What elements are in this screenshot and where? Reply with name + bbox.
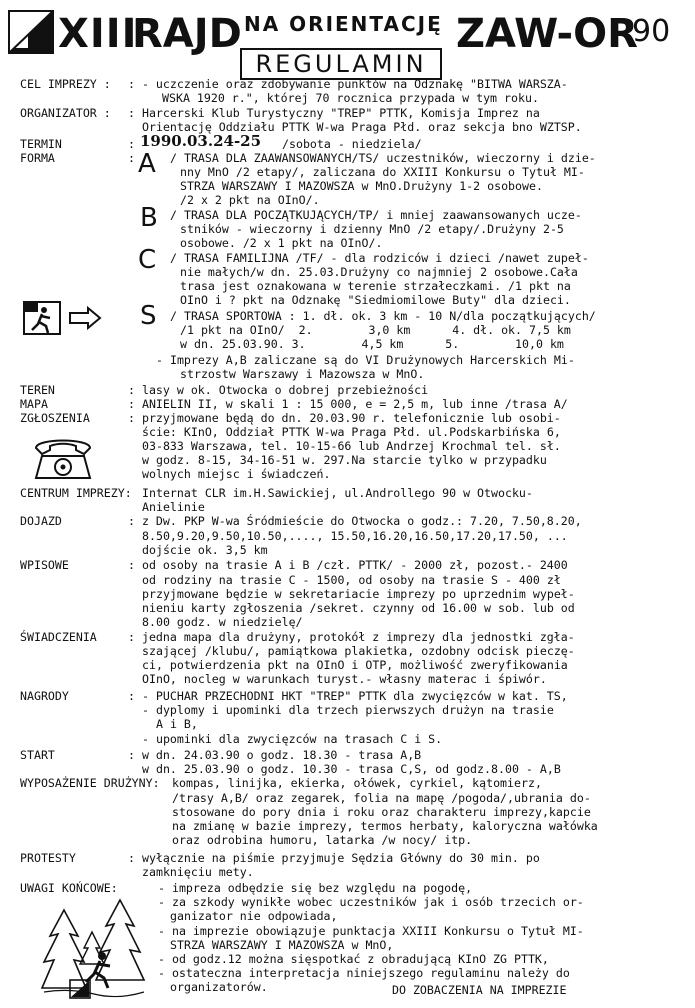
forest-runner-icon [40,892,148,1004]
swiad-line-4: OInO, nocleg w warunkach turyst.- własny materac i śpiwór. [142,672,547,686]
route-c-line-2: nie małych/w dn. 25.03.Drużyny co najmniej 2 osobowe.Cała [180,265,578,279]
zgl-line-1: : przyjmowane będą do dn. 20.03.90 r. telefonicznie lub osobi- [128,411,561,425]
label-protesty: PROTESTY [20,851,76,865]
label-dojazd: DOJAZD [20,514,62,528]
route-letter-c: C [138,245,157,275]
route-b-line-1: / TRASA DLA POCZĄTKUJĄCYCH/TP/ i mniej zaawansowanych ucze- [170,208,582,222]
route-a-line-4: /2 x 2 pkt na OInO/. [180,193,320,207]
label-start: START [20,748,55,762]
label-wpisowe: WPISOWE [20,558,69,572]
nagrody-line-2: - dyplomy i upominki dla trzech pierwszych drużyn na trasie [142,703,554,717]
uwagi-line-3: ganizator nie odpowiada, [170,909,338,923]
label-wyposazenie: WYPOSAŻENIE DRUŻYNY: [20,776,160,790]
termin-date: 1990.03.24-25 [140,132,262,150]
route-b-line-2: stników - wieczorny i dzienny MnO /2 etapy/.Drużyny 2-5 [180,222,564,236]
uwagi-line-5: STRZA WARSZAWY I MAZOWSZA w MnO, [170,938,394,952]
zgl-line-2: ście: KInO, Oddział PTTK W-wa Praga Płd. ul.Podskarbińska 6, [142,425,561,439]
nagrody-line-4: - upominki dla zwycięzców na trasach C i S. [142,732,443,746]
route-letter-b: B [140,203,158,233]
title-na-orientacje: NA ORIENTACJĘ [244,12,443,36]
swiad-line-2: szającej /klubu/, pamiątkowa plakietka, ozdobny odcisk pieczę- [142,644,575,658]
route-a-line-1: / TRASA DLA ZAAWANSOWANYCH/TS/ uczestników, wieczorny i dzie- [170,151,596,165]
label-uwagi: UWAGI KOŃCOWE: [20,881,118,895]
centrum-line-1: Internat CLR im.H.Sawickiej, ul.Androllego 90 w Otwocku- [142,486,533,500]
wpisowe-line-5: 8.00 godz. w niedzielę/ [142,615,303,629]
label-organizator: ORGANIZATOR : [20,106,111,120]
cel-line-2: WSKA 1920 r.", której 70 rocznica przypada w tym roku. [162,91,539,105]
label-teren: TEREN [20,383,55,397]
forma-note-1: - Imprezy A,B zaliczane są do VI Drużynowych Harcerskich Mi- [156,353,575,367]
route-a-line-3: STRZA WARSZAWY I MAZOWSZA w MnO.Drużyny 1-2 osobowe. [180,179,543,193]
wypos-line-1: kompas, linijka, ekierka, ołówek, cyrkiel, kątomierz, [172,776,542,790]
label-nagrody: NAGRODY [20,689,69,703]
route-c-line-3: trasa jest oznakowana w terenie strzałeczkami. /1 pkt na [180,279,571,293]
wypos-line-4: na zmianę w bazie imprezy, termos herbaty, kaloryczna wałówka [172,819,598,833]
label-mapa: MAPA [20,397,48,411]
dojazd-line-1: : z Dw. PKP W-wa Śródmieście do Otwocka o godz.: 7.20, 7.50,8.20, [128,514,582,528]
zgl-line-4: w godz. 8-15, 34-16-51 w. 297.Na starcie tylko w przypadku [142,453,547,467]
route-letter-a: A [138,149,156,179]
dojazd-line-2: 8.50,9.20,9.50,10.50,...., 15.50,16.20,16.50,17.20,17.50, ... [142,529,568,543]
route-c-line-1: / TRASA FAMILIJNA /TF/ - dla rodziców i dzieci /nawet zupeł- [170,251,589,265]
start-line-2: w dn. 25.03.90 o godz. 10.30 - trasa C,S, od godz.8.00 - A,B [142,762,561,776]
label-zgloszenia: ZGŁOSZENIA [20,411,90,425]
swiad-line-1: : jedna mapa dla drużyny, protokół z imprezy dla jednostki zgła- [128,630,575,644]
wypos-line-5: oraz odrobina humoru, latarka /w nocy/ itp. [172,833,473,847]
org-line-2: Orientację Oddziału PTTK W-wa Praga Płd. oraz sekcja bno WZTSP. [142,120,582,134]
title-zawor: ZAW-OR [456,11,638,57]
arrow-right-icon [68,306,102,330]
centrum-line-2: Anielinie [142,500,205,514]
title-rajd: RAJD [132,11,242,57]
wpisowe-line-4: nieniu karty zgłoszenia /sekret. czynny od 16.00 w sob. lub od [142,601,575,615]
telephone-icon [28,434,98,484]
mapa-line: : ANIELIN II, w skali 1 : 15 000, e = 2,5 m, lub inne /trasa A/ [128,397,568,411]
title-xiii: XIII [58,11,138,57]
zgl-line-5: wolnych miejsc i świadczeń. [142,467,331,481]
nagrody-line-3: A i B, [156,717,198,731]
route-s-line-3: w dn. 25.03.90. 3. 4,5 km 5. 10,0 km [180,337,564,351]
forma-note-2: strzostw Warszawy i Mazowsza w MnO. [180,367,425,381]
logo-icon [8,10,54,54]
wpisowe-line-3: przyjmowane będzie w sekretariacie imprezy po uprzednim wypeł- [142,587,575,601]
route-a-line-2: nny MnO /2 etapy/, zaliczana do XXIII Konkursu o Tytuł MI- [180,165,585,179]
route-b-line-3: osobowe. /2 x 1 pkt na OInO/. [180,236,383,250]
wypos-line-3: stosowane do pory dnia i roku oraz charakteru imprezy,kapcie [172,805,591,819]
cel-line-1: : - uczczenie oraz zdobywanie punktów na Odznakę "BITWA WARSZA- [128,77,568,91]
route-s-line-1: / TRASA SPORTOWA : 1. dł. ok. 3 km - 10 N/dla początkujących/ [170,309,596,323]
uwagi-line-2: - za szkody wynikłe wobec uczestników jak i osób trzecich or- [158,895,584,909]
forma-colon: : [128,151,135,165]
footer-farewell: DO ZOBACZENIA NA IMPREZIE [392,983,567,997]
uwagi-line-4: - na imprezie obowiązuje punktacja XXIII Konkursu o Tytuł MI- [158,924,584,938]
dojazd-line-3: dojście ok. 3,5 km [142,543,268,557]
route-letter-s: S [140,301,157,331]
nagrody-line-1: : - PUCHAR PRZECHODNI HKT "TREP" PTTK dla zwycięzców w kat. TS, [128,689,568,703]
route-c-line-4: OInO i ? pkt na Odznakę "Siedmiomilowe Buty" dla dzieci. [180,293,571,307]
title-regulamin: REGULAMIN [240,48,442,80]
title-year: 90 [632,14,671,49]
zgl-line-3: 03-833 Warszawa, tel. 10-15-66 lub Andrzej Krochmal tel. sł. [142,439,561,453]
protesty-line-2: zamknięciu mety. [142,865,254,879]
label-termin: TERMIN [20,137,62,151]
uwagi-line-8: organizatorów. [170,980,268,994]
protesty-line-1: : wyłącznie na piśmie przyjmuje Sędzia Główny do 30 min. po [128,851,540,865]
termin-days: /sobota - niedziela/ [282,137,422,151]
teren-line: : lasy w ok. Otwocka o dobrej przebieżności [128,383,429,397]
wpisowe-line-1: : od osoby na trasie A i B /czł. PTTK/ - 2000 zł, pozost.- 2400 [128,558,568,572]
uwagi-line-6: - od godz.12 można sięspotkać z obradującą KInO ZG PTTK, [158,952,549,966]
swiad-line-3: ci, potwierdzenia pkt na OInO i OTP, możliwość zweryfikowania [142,658,568,672]
wypos-line-2: /trasy A,B/ oraz zegarek, folia na mapę /pogoda/,ubrania do- [172,791,591,805]
label-cel: CEL IMPREZY : [20,77,111,91]
uwagi-line-1: - impreza odbędzie się bez względu na pogodę, [158,881,473,895]
uwagi-line-7: - ostateczna interpretacja niniejszego regulaminu należy do [158,966,570,980]
label-swiadczenia: ŚWIADCZENIA [20,630,97,644]
runner-icon [22,300,62,336]
route-s-line-2: /1 pkt na OInO/ 2. 3,0 km 4. dł. ok. 7,5 km [180,323,571,337]
termin-colon: : [128,137,135,151]
wpisowe-line-2: od rodziny na trasie C - 1500, od osoby na trasie S - 400 zł [142,573,561,587]
label-centrum: CENTRUM IMPREZY: [20,486,132,500]
label-forma: FORMA [20,151,55,165]
org-line-1: : Harcerski Klub Turystyczny "TREP" PTTK, Komisja Imprez na [128,106,540,120]
start-line-1: : w dn. 24.03.90 o godz. 18.30 - trasa A,B [128,748,422,762]
